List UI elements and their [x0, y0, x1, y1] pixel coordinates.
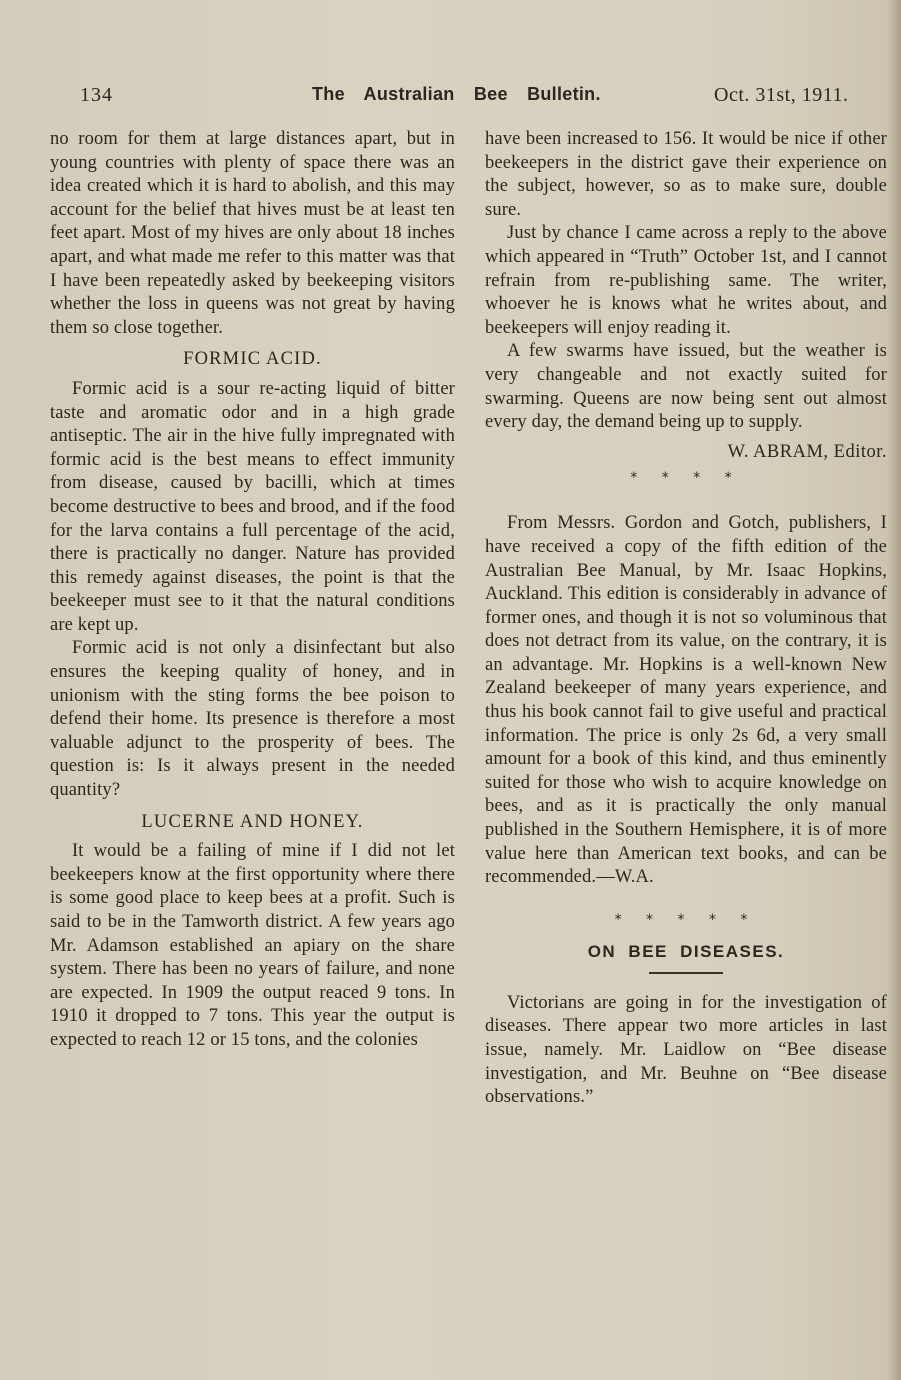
page-number: 134 [80, 84, 113, 106]
journal-title: The Australian Bee Bulletin. [312, 84, 601, 104]
heading-bee-diseases: ON BEE DISEASES. [587, 941, 785, 961]
separator-stars-2: * * * * * [614, 911, 758, 928]
paragraph-continued: have been increased to 156. It would be nice if other beekeepers in the district gave their experience on the subject, however, so as to make sure, double sure. [485, 129, 887, 220]
editor-signature: W. ABRAM, Editor. [727, 441, 887, 462]
paragraph-formic-2: Formic acid is not only a disinfectant but also ensures the keeping quality of honey, and in unionism with the sting forms the bee poison to defend their home. Its presence is therefore a most valuable adjunct to the prosperity of bees. The question is: Is it always present in the needed quantity? [50, 638, 455, 801]
separator-stars-1: * * * * [630, 470, 742, 487]
right-column [485, 128, 887, 1110]
paragraph-chance: Just by chance I came across a reply to the above which appeared in “Truth” October 1st, and I cannot refrain from re-publishing same. The writer, whoever he is knows what he writes about, and beekeepers will enjoy reading it. [485, 223, 887, 338]
page-edge-shadow [887, 0, 901, 1380]
left-column [50, 128, 455, 1053]
paragraph-lucerne: It would be a failing of mine if I did not let beekeepers know at the first opportunity where there is some good place to keep bees at a profit. Such is said to be in the Tamworth district. A few years ago Mr. Adamson established an apiary on the share system. There has been no years of failure, and none are expected. In 1909 the output reaced 9 tons. In 1910 it dropped to 7 tons. This year the output is expected to reach 12 or 15 tons, and the colonies [50, 841, 455, 1050]
paragraph-diseases: Victorians are going in for the investigation of diseases. There appear two more articles in last issue, namely. Mr. Laidlow on “Bee disease investigation, and Mr. Beuhne on “Bee disease observations.” [485, 992, 887, 1108]
page-header [0, 84, 901, 114]
paragraph-formic-1: Formic acid is a sour re-acting liquid of bitter taste and aromatic odor and in a high grade antiseptic. The air in the hive fully impregnated with formic acid is the best means to effect immunity from disease, caused by bacilli, which at times become destructive to bees and brood, and if the food for the larva contains a full percentage of the acid, there is practically no danger. Nature has provided this remedy against diseases, the point is that the beekeeper must see to it that the natural conditions are kept up. [50, 378, 455, 635]
paragraph-bee-manual: From Messrs. Gordon and Gotch, publishers, I have received a copy of the fifth edition of the Australian Bee Manual, by Mr. Isaac Hopkins, Auckland. This edition is considerably in advance of former ones, and though it is not so voluminous that does not detract from its value, on the contrary, it is an advantage. Mr. Hopkins is a well-known New Zealand beekeeper of many years experience, and thus his book cannot fail to give useful and practical information. The price is only 2s 6d, a very small amount for a book of this kind, and thus eminently suited for those who wish to acquire knowledge on bees, and as it is practically the only manual published in the Southern Hemisphere, it is of more value here than American text books, and can be recommended.—W.A. [485, 513, 887, 888]
heading-rule [649, 972, 723, 974]
heading-lucerne-honey: LUCERNE AND HONEY. [141, 811, 364, 832]
heading-formic-acid: FORMIC ACID. [183, 349, 322, 370]
paragraph-intro: no room for them at large distances apart, but in young countries with plenty of space there was an idea created which it is hard to abolish, and this may account for the belief that hives must be at least ten feet apart. Most of my hives are only about 18 inches apart, and what made me refer to this matter was that I have been repeatedly asked by beekeeping visitors whether the loss in queens was not great by having them so close together. [50, 129, 455, 338]
paragraph-swarms: A few swarms have issued, but the weather is very changeable and not exactly suited for swarming. Queens are now being sent out almost every day, the demand being up to supply. [485, 341, 887, 433]
issue-date: Oct. 31st, 1911. [714, 84, 849, 106]
